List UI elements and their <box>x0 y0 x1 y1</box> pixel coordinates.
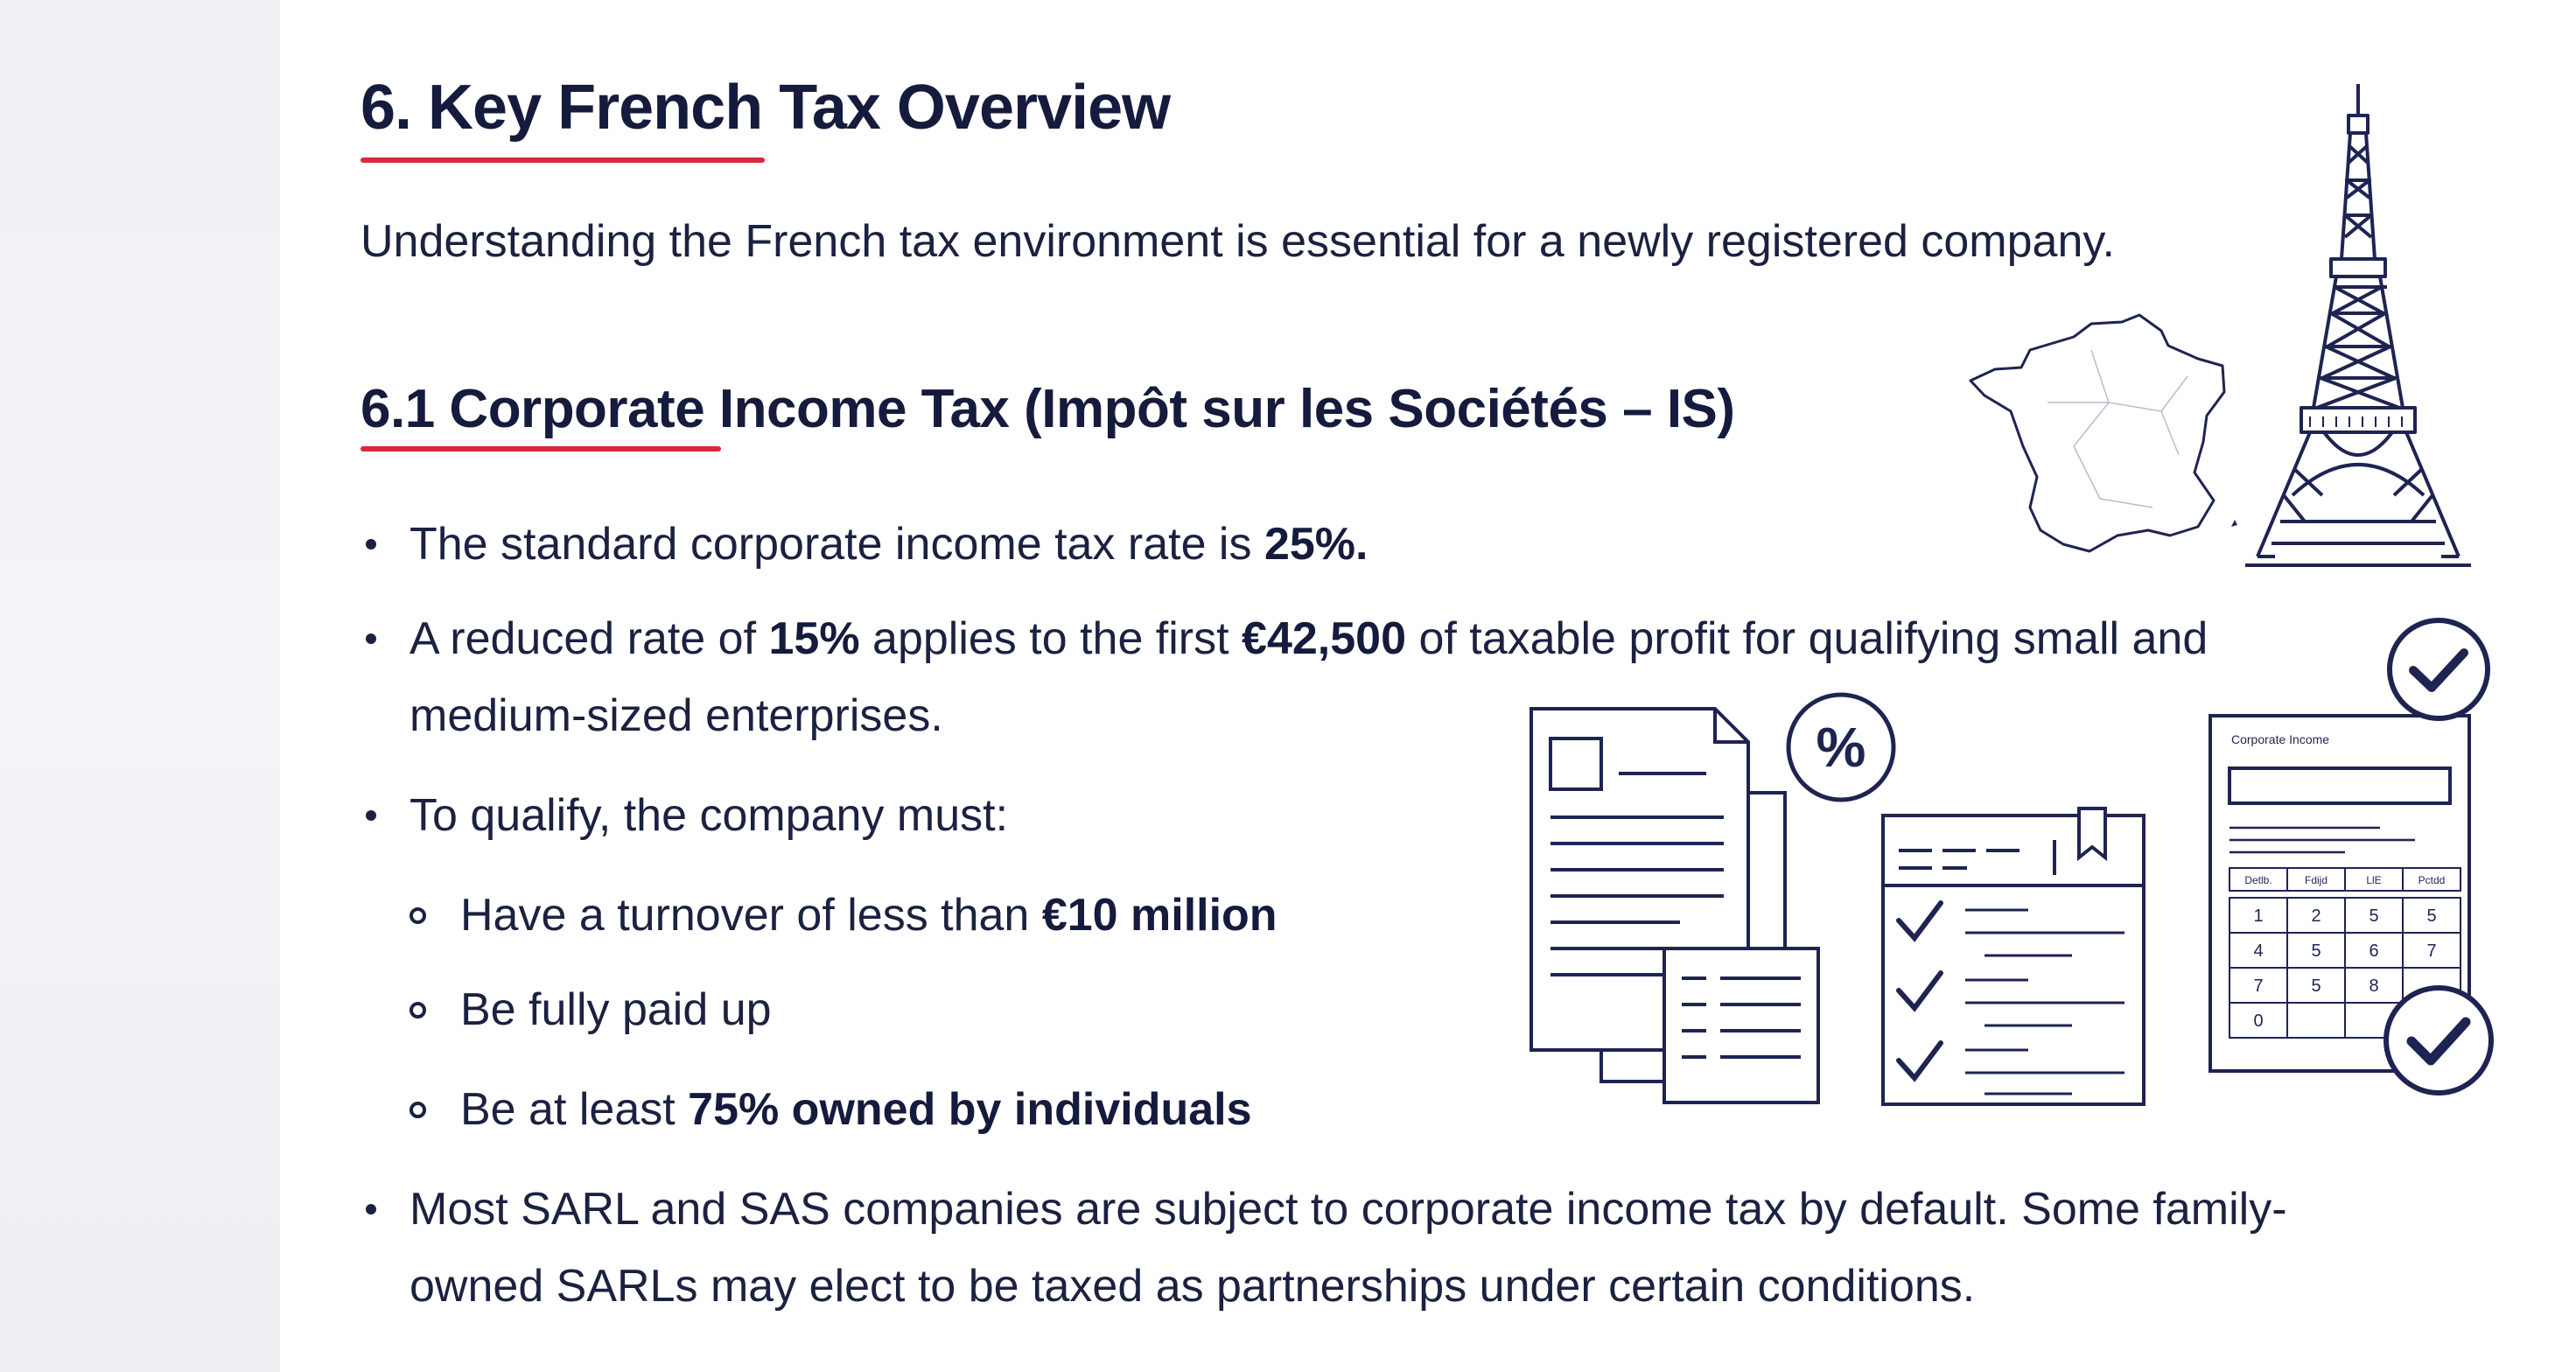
subsection-title-underline <box>360 446 721 452</box>
svg-text:%: % <box>1816 716 1866 779</box>
bullet-qualify: To qualify, the company must: <box>360 777 2373 854</box>
eiffel-tower-icon <box>2240 84 2476 574</box>
grid-cell-value: 5 <box>2426 906 2437 926</box>
grid-cell-value: 8 <box>2369 976 2379 996</box>
grid-cell-value: 6 <box>2369 942 2379 961</box>
bullet-standard-rate: The standard corporate income tax rate is 25%. <box>360 506 2373 583</box>
section-title: 6. Key French Tax Overview <box>360 73 1171 143</box>
bullet-sarl-sas: Most SARL and SAS companies are subject to corporate income tax by default. Some family- owned SARLs may elect to be taxed as partnerships under certain conditions. <box>360 1171 2373 1325</box>
grid-cell <box>2287 1003 2345 1038</box>
bullet-dot <box>366 539 376 550</box>
sub-bullet-circle <box>410 1102 426 1118</box>
subsection-title: 6.1 Corporate Income Tax (Impôt sur les Sociétés – IS) <box>360 379 1735 439</box>
grid-cell-value: 5 <box>2311 942 2321 961</box>
grid-cell-value: 4 <box>2253 942 2264 961</box>
section-title-underline <box>360 158 765 163</box>
grid-cell-value: 1 <box>2253 906 2264 926</box>
section-intro: Understanding the French tax environment is essential for a newly registered company. <box>360 216 2115 267</box>
sub-bullet-circle <box>410 907 426 924</box>
check-circle-icon <box>2384 614 2494 724</box>
grid-cell-value: 7 <box>2426 942 2437 961</box>
percent-badge-icon <box>1782 688 1900 807</box>
grid-header-label: Detlb. <box>2244 874 2272 886</box>
checklist-icon <box>1880 805 2147 1110</box>
sub-bullet-circle <box>410 1002 426 1018</box>
bullet-dot <box>366 1204 376 1214</box>
sub-bullet-ownership: Be at least 75% owned by individuals <box>360 1071 2373 1148</box>
sub-bullet-turnover: Have a turnover of less than €10 million <box>360 877 2373 954</box>
grid-cell-value: 7 <box>2253 976 2264 996</box>
grid-cell-value: 2 <box>2311 906 2321 926</box>
document-icon <box>1522 700 1820 1111</box>
bullet-reduced-rate: A reduced rate of 15% applies to the first €42,500 of taxable profit for qualifying small and medium-sized enterprises. <box>360 600 2373 754</box>
grid-header-label: LlE <box>2366 874 2382 886</box>
svg-text:Corporate Income: Corporate Income <box>2231 732 2330 746</box>
grid-header-label: Pctdd <box>2418 874 2446 886</box>
grid-cell-value: 5 <box>2369 906 2379 926</box>
grid-cell-value: 0 <box>2253 1012 2264 1031</box>
grid-header-label: Fdijd <box>2304 874 2328 886</box>
bullet-dot <box>366 810 376 821</box>
bullet-dot <box>366 634 376 644</box>
page-left-margin <box>0 0 280 1372</box>
grid-cell-value: 5 <box>2311 976 2321 996</box>
sub-bullet-paid-up: Be fully paid up <box>360 971 2373 1048</box>
check-circle-icon <box>2380 982 2497 1099</box>
france-map-icon <box>1969 298 2240 560</box>
